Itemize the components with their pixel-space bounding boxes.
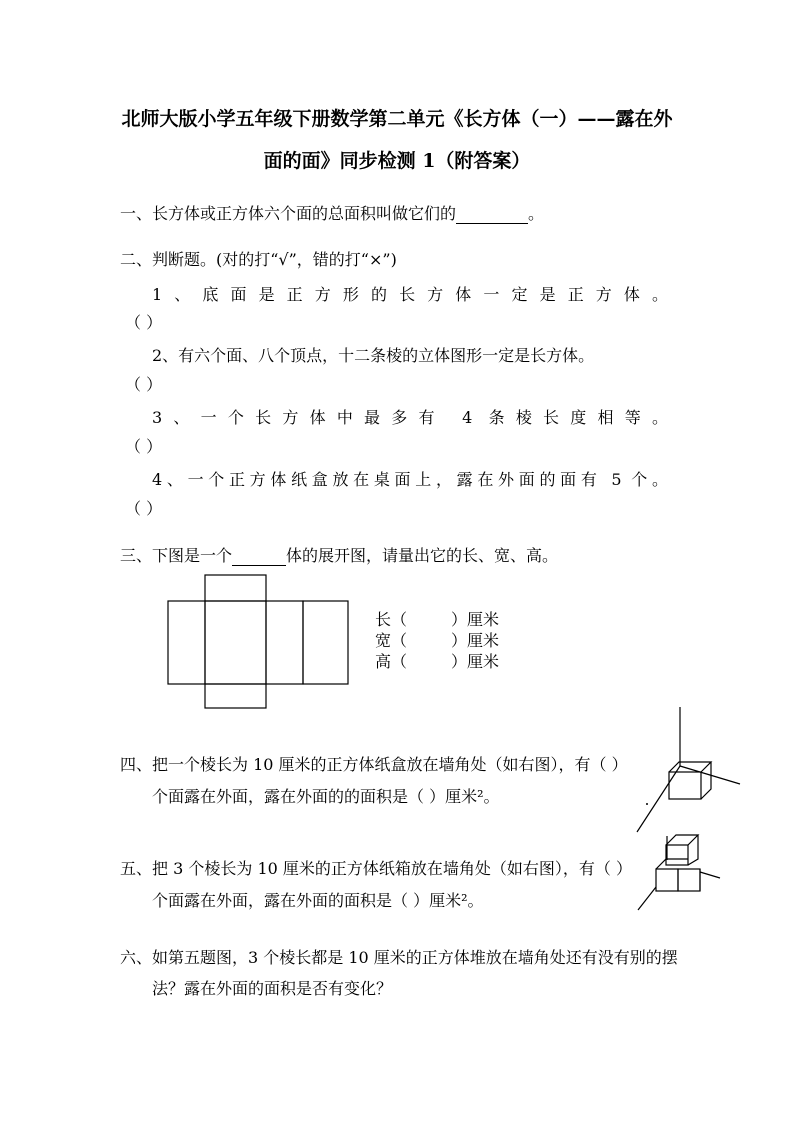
dim-length-unit: ）厘米: [451, 610, 500, 629]
question-3-end: 体的展开图，请量出它的长、宽、高。: [286, 546, 559, 565]
question-6-line-2: 法？露在外面的面积是否有变化？: [152, 979, 393, 998]
question-1-text: 一、长方体或正方体六个面的总面积叫做它们的: [120, 204, 457, 223]
judge-paren-1[interactable]: （ ）: [125, 313, 163, 332]
judge-paren-3[interactable]: （ ）: [125, 437, 163, 456]
question-4-line-2: 个面露在外面，露在外面的的面积是（ ）厘米²。: [152, 787, 500, 806]
question-2-heading: 二、判断题。(对的打“√”，错的打“×”): [120, 250, 397, 269]
page-title-line-2: 面的面》同步检测 1（附答案）: [263, 150, 531, 172]
question-3-text: 三、下图是一个: [120, 546, 233, 565]
judge-item-1: 1、底面是正方形的长方体一定是正方体。: [152, 285, 668, 304]
question-5-line-2: 个面露在外面，露在外面的面积是（ ）厘米²。: [152, 891, 484, 910]
judge-item-2: 2、有六个面、八个顶点，十二条棱的立体图形一定是长方体。: [152, 346, 595, 365]
question-6-line-1: 六、如第五题图，3 个棱长都是 10 厘米的正方体堆放在墙角处还有没有别的摆: [120, 948, 678, 967]
judge-item-4: 4、一个正方体纸盒放在桌面上，露在外面的面有 5 个。: [152, 470, 668, 489]
dim-width-unit: ）厘米: [451, 631, 500, 650]
question-5-line-1: 五、把 3 个棱长为 10 厘米的正方体纸箱放在墙角处（如右图），有（ ）: [120, 859, 632, 878]
dim-width-label: 宽（: [375, 631, 408, 650]
dim-length-label: 长（: [375, 610, 408, 629]
dim-height-unit: ）厘米: [451, 652, 500, 671]
page-title-line-1: 北师大版小学五年级下册数学第二单元《长方体（一）——露在外: [121, 108, 673, 130]
judge-paren-4[interactable]: （ ）: [125, 499, 163, 518]
question-1-end: 。: [528, 204, 545, 223]
dim-height-label: 高（: [375, 652, 408, 671]
judge-paren-2[interactable]: （ ）: [125, 375, 163, 394]
question-4-line-1: 四、把一个棱长为 10 厘米的正方体纸盒放在墙角处（如右图），有（ ）: [120, 755, 628, 774]
judge-item-3: 3、一个长方体中最多有 4 条棱长度相等。: [152, 408, 668, 427]
